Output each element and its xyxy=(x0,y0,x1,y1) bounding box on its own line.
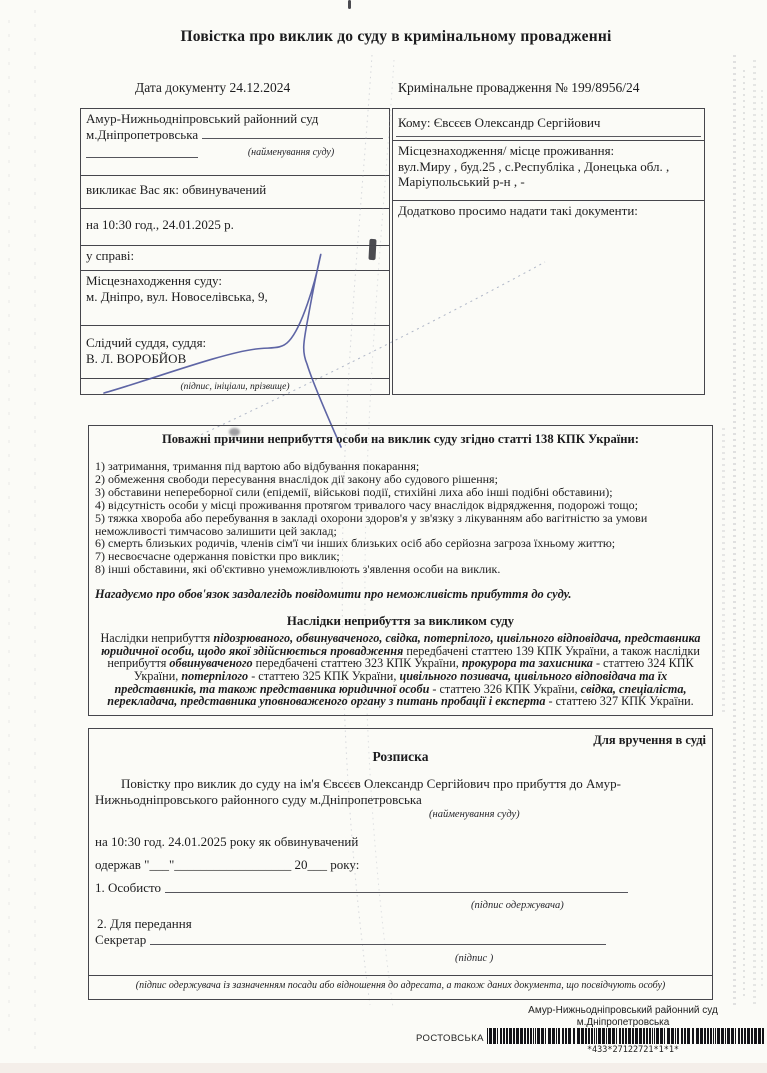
scan-noise-column xyxy=(761,90,763,990)
consequences-paragraph: Наслідки неприбуття підозрюваного, обвинуваченого, свідка, потерпілого, цивільного відповідача, представника юридичної особи, щодо якої здійснюється провадження передбачені статтею 139 КПК України, а також наслідки неприбуття обвинуваченого передбачені статтею 323 КПК України, прокурора та захисника - статтею 324 КПК України, потерпілого - статтею 325 КПК України, цивільного позивача, цивільного відповідача та їх представників, та також представника юридичної особи - статтею 326 КПК України, свідка, спеціаліста, перекладача, представника уповноваженого органу з питань пробації і експерта - статтею 327 КПК України. xyxy=(100,631,701,709)
scan-bottom-strip xyxy=(0,1063,767,1073)
secretary-label: Секретар xyxy=(95,932,147,947)
recipient-row: Кому: Євсєєв Олександр Сергійович xyxy=(393,109,704,141)
judge-label: Слідчий суддя, суддя: xyxy=(86,335,207,350)
footer-court-line2: м.Дніпропетровська xyxy=(576,1016,670,1028)
reason-item: 1) затримання, тримання під вартою або відбування покарання; xyxy=(95,459,420,473)
footer-court-line1: Амур-Нижньодніпровський районний суд xyxy=(528,1005,718,1016)
receipt-footer-hint: (підпис одержувача із зазначенням посади або відношення до адресата, а також даних документа, що посвідчують особу) xyxy=(135,980,666,991)
reason-item: 8) інші обставини, які об'єктивно унеможливлюють з'явлення особи на виклик. xyxy=(95,562,501,577)
location-label: Місцезнаходження суду: xyxy=(86,273,222,288)
reason-item: 6) смерть близьких родичів, членів сім'ї чи інших близьких осіб або серйозна загроза їхньому життю; xyxy=(95,536,616,551)
recipient-sign-hint: (підпис одержувача) xyxy=(471,900,564,911)
reason-item: 7) несвоєчасне одержання повістки про виклик; xyxy=(95,549,340,564)
scan-noise-column xyxy=(743,70,745,1000)
case-number: Кримінальне провадження № 199/8956/24 xyxy=(398,80,640,95)
scan-noise-column xyxy=(753,60,756,1005)
address-line1: вул.Миру , буд.25 , с.Республіка , Донецька обл. , xyxy=(398,158,670,174)
footer-court-name xyxy=(525,1005,721,1028)
signature-blank-line xyxy=(150,932,606,945)
address-row xyxy=(393,141,704,201)
judge-name: В. Л. ВОРОБЙОВ xyxy=(86,350,187,366)
signature-hint: (підпис, ініціали, прізвище) xyxy=(180,382,290,392)
received-line: одержав "___"__________________ 20___ року: xyxy=(95,857,360,872)
personally-line xyxy=(95,880,629,896)
court-name-hint: (найменування суду) xyxy=(429,809,520,820)
datetime-row: на 10:30 год., 24.01.2025 р. xyxy=(81,209,389,246)
documents-row: Додатково просимо надати такі документи: xyxy=(398,203,638,218)
address-line2: Маріупольський р-н , - xyxy=(398,174,525,189)
reasons-heading: Поважні причини неприбуття особи на виклик суду згідно статті 138 КПК України: xyxy=(162,432,639,446)
attend-line: на 10:30 год. 24.01.2025 року як обвинувачений xyxy=(95,834,359,849)
court-name: Амур-Нижньодніпровський районний суд xyxy=(86,111,319,126)
address-label: Місцезнаходження/ місце проживання: xyxy=(398,143,615,158)
transfer-label: 2. Для передання xyxy=(97,916,192,931)
blank-line xyxy=(202,127,383,140)
judge-row xyxy=(81,326,389,379)
signature-blank-line xyxy=(165,880,628,893)
page-title: Повістка про виклик до суду в кримінальному провадженні xyxy=(180,28,612,45)
reason-item: 4) відсутність особи у місці проживання протягом тривалого часу внаслідок відрядження, подорожі тощо; xyxy=(95,497,638,512)
receipt-heading: Розписка xyxy=(372,749,429,764)
delivery-note: Для вручення в суді xyxy=(593,733,706,747)
court-city: м.Дніпропетровська xyxy=(86,126,199,142)
personally-label: 1. Особисто xyxy=(95,880,162,895)
receipt-body-line2: Нижньодніпровського районного суду м.Дніпропетровська xyxy=(95,792,422,807)
summon-as-row: викликає Вас як: обвинувачений xyxy=(81,176,389,209)
reason-item: 2) обмеження свободи пересування внаслідок дії закону або судового рішення; xyxy=(95,471,498,486)
recipient-box xyxy=(392,108,705,395)
scan-ink-mark xyxy=(348,0,351,9)
court-name-hint: (найменування суду) xyxy=(247,147,335,158)
consequences-heading: Наслідки неприбуття за викликом суду xyxy=(286,614,515,629)
reminder-note: Нагадуємо про обов'язок заздалегідь повідомити про неможливість прибуття до суду. xyxy=(95,587,572,602)
top-boxes xyxy=(80,108,705,395)
street-label: РОСТОВСЬКА xyxy=(416,1033,484,1044)
paper-edge-dots-left2 xyxy=(34,10,36,1050)
blank-line xyxy=(86,142,198,158)
location-value: м. Дніпро, вул. Новоселівська, 9, xyxy=(86,288,268,304)
barcode-value: *433*27122721*1*1* xyxy=(586,1045,680,1055)
case-row: у справі: xyxy=(81,246,389,271)
court-box xyxy=(80,108,390,395)
reason-item: 5) тяжка хвороба або перебування в закладі охорони здоров'я у зв'язку з лікуванням або вагітністю за умови неможливості тимчасово залишити цей заклад; xyxy=(95,510,648,538)
reason-item: 3) обставини непереборної сили (епідемії, військові події, стихійні лиха або інші подібні обставини); xyxy=(95,484,613,499)
divider-line xyxy=(89,975,712,976)
court-name-row xyxy=(81,109,389,176)
scan-noise-column xyxy=(722,428,725,714)
paper-edge-dots-left xyxy=(8,20,10,1040)
receipt-body-line1: Повістку про виклик до суду на ім'я Євсєєв Олександр Сергійович про прибуття до Амур- xyxy=(121,776,621,791)
scan-noise-column xyxy=(733,55,736,1005)
court-location-row xyxy=(81,271,389,326)
sign-hint: (підпис ) xyxy=(455,953,494,964)
secretary-line xyxy=(95,932,607,948)
barcode xyxy=(487,1028,765,1044)
reasons-list xyxy=(95,460,706,576)
document-date: Дата документу 24.12.2024 xyxy=(135,80,291,95)
reasons-box xyxy=(88,425,713,716)
receipt-box xyxy=(88,728,713,1000)
